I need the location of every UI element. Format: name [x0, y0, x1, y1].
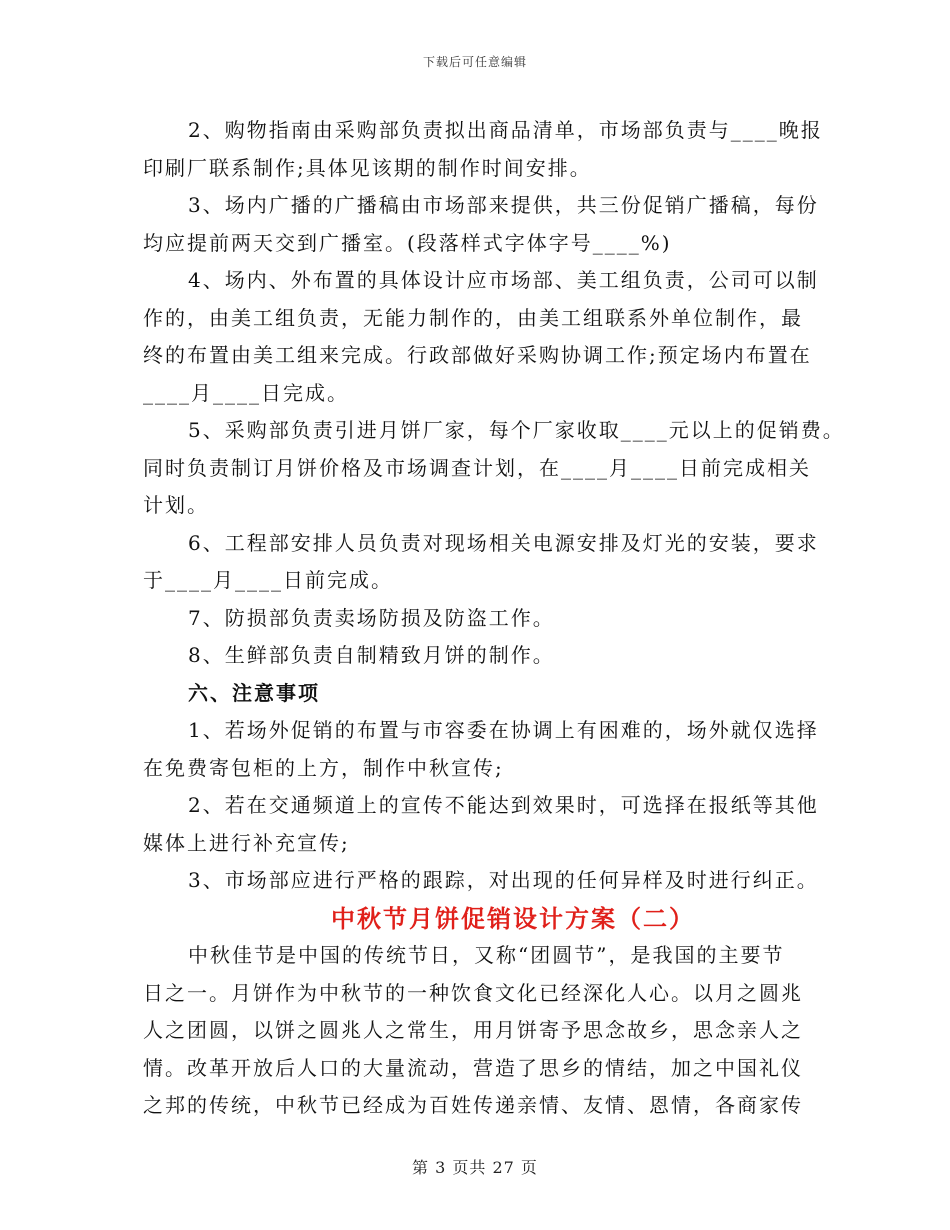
paragraph-line: 2、购物指南由采购部负责拟出商品清单，市场部负责与____晚报 — [188, 118, 823, 142]
paragraph-line: 7、防损部负责卖场防损及防盗工作。 — [188, 605, 555, 630]
paragraph-line: 6、工程部安排人员负责对现场相关电源安排及灯光的安装，要求 — [188, 530, 819, 555]
paragraph-line: 终的布置由美工组来完成。行政部做好采购协调工作;预定场内布置在 — [143, 343, 812, 367]
paragraph-line: 情。改革开放后人口的大量流动，营造了思乡的情结，加之中国礼仪 — [143, 1055, 803, 1080]
paragraph-line: 同时负责制订月饼价格及市场调查计划，在____月____日前完成相关 — [143, 455, 811, 480]
document-body — [143, 112, 845, 1125]
paragraph-line: 均应提前两天交到广播室。(段落样式字体字号____%) — [143, 230, 672, 255]
paragraph-line: 日之一。月饼作为中秋节的一种饮食文化已经深化人心。以月之圆兆 — [143, 980, 803, 1005]
paragraph-line: 于____月____日前完成。 — [143, 568, 393, 592]
paragraph-line: 8、生鲜部负责自制精致月饼的制作。 — [188, 643, 555, 667]
section-heading: 六、注意事项 — [188, 680, 320, 705]
paragraph-line: 计划。 — [143, 493, 209, 517]
paragraph-line: 之邦的传统，中秋节已经成为百姓传递亲情、友情、恩情，各商家传 — [143, 1093, 803, 1117]
section-title: 中秋节月饼促销设计方案（二） — [331, 903, 695, 933]
page-header-note: 下载后可任意编辑 — [422, 55, 527, 69]
paragraph-line: 媒体上进行补充宣传; — [143, 830, 350, 855]
paragraph-line: 3、市场部应进行严格的跟踪，对出现的任何异样及时进行纠正。 — [188, 868, 819, 892]
paragraph-line: 中秋佳节是中国的传统节日，又称“团圆节”，是我国的主要节 — [188, 943, 785, 967]
paragraph-line: ____月____日完成。 — [143, 380, 349, 405]
paragraph-line: 3、场内广播的广播稿由市场部来提供，共三份促销广播稿，每份 — [188, 193, 819, 217]
paragraph-line: 5、采购部负责引进月饼厂家，每个厂家收取____元以上的促销费。 — [188, 418, 845, 442]
paragraph-line: 作的，由美工组负责，无能力制作的，由美工组联系外单位制作，最 — [143, 305, 803, 330]
paragraph-line: 2、若在交通频道上的宣传不能达到效果时，可选择在报纸等其他 — [188, 793, 819, 817]
paragraph-line: 1、若场外促销的布置与市容委在协调上有困难的，场外就仅选择 — [188, 718, 819, 742]
paragraph-line: 在免费寄包柜的上方，制作中秋宣传; — [143, 755, 504, 780]
paragraph-line: 印刷厂联系制作;具体见该期的制作时间安排。 — [143, 155, 592, 180]
paragraph-line: 人之团圆，以饼之圆兆人之常生，用月饼寄予思念故乡，思念亲人之 — [143, 1018, 803, 1042]
page-number-footer: 第 3 页共 27 页 — [412, 1158, 538, 1177]
paragraph-line: 4、场内、外布置的具体设计应市场部、美工组负责，公司可以制 — [188, 268, 819, 292]
